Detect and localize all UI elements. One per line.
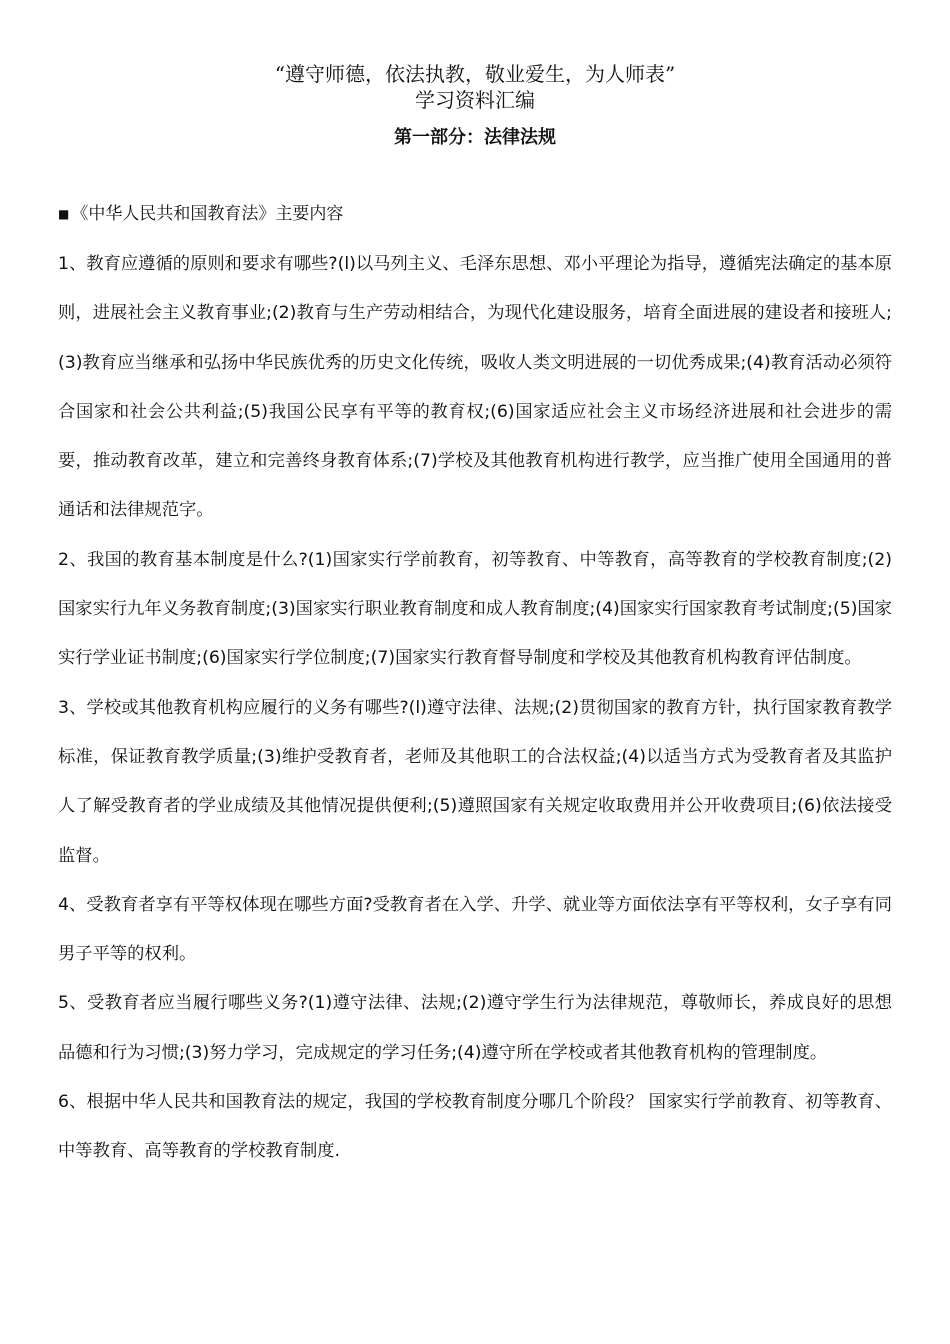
qa-item-2: 2、我国的教育基本制度是什么?(1)国家实行学前教育，初等教育、中等教育，高等教育的学校教育制度;(2)国家实行九年义务教育制度;(3)国家实行职业教育制度和成人教育制度;(4)国家实行国家教育考试制度;(5)国家实行学业证书制度;(6)国家实行学位制度;(7)国家实行教育督导制度和学校及其他教育机构教育评估制度。 bbox=[58, 549, 892, 669]
qa-item-1: 1、教育应遵循的原则和要求有哪些?(l)以马列主义、毛泽东思想、邓小平理论为指导，遵循宪法确定的基本原则，进展社会主义教育事业;(2)教育与生产劳动相结合，为现代化建设服务，培育全面进展的建设者和接班人;(3)教育应当继承和弘扬中华民族优秀的历史文化传统，吸收人类文明进展的一切优秀成果;(4)教育活动必须符合国家和社会公共利益;(5)我国公民享有平等的教育权;(6)国家适应社会主义市场经济进展和社会进步的需要，推动教育改革，建立和完善终身教育体系;(7)学校及其他教育机构进行教学，应当推广使用全国通用的普通话和法律规范字。 bbox=[58, 254, 892, 521]
qa-item-4: 4、受教育者享有平等权体现在哪些方面?受教育者在入学、升学、就业等方面依法享有平等权利，女子享有同男子平等的权利。 bbox=[58, 894, 892, 965]
qa-item-3: 3、学校或其他教育机构应履行的义务有哪些?(l)遵守法律、法规;(2)贯彻国家的教育方针，执行国家教育教学标准，保证教育教学质量;(3)维护受教育者，老师及其他职工的合法权益;(4)以适当方式为受教育者及其监护人了解受教育者的学业成绩及其他情况提供便利;(5)遵照国家有关规定收取费用并公开收费项目;(6)依法接受监督。 bbox=[58, 697, 892, 866]
section-heading bbox=[58, 201, 343, 227]
document-title-line-2: 学习资料汇编 bbox=[415, 88, 535, 112]
document-title-line-1: “遵守师德，依法执教，敬业爱生，为人师表” bbox=[274, 62, 676, 86]
part-heading: 第一部分：法律法规 bbox=[394, 127, 556, 148]
qa-item-6: 6、根据中华人民共和国教育法的规定，我国的学校教育制度分哪几个阶段？ 国家实行学前教育、初等教育、中等教育、高等教育的学校教育制度. bbox=[58, 1092, 892, 1162]
qa-list bbox=[58, 240, 892, 1177]
section-heading-label: 《中华人民共和国教育法》主要内容 bbox=[71, 204, 344, 224]
qa-item-5: 5、受教育者应当履行哪些义务?(1)遵守法律、法规;(2)遵守学生行为法律规范，尊敬师长，养成良好的思想品德和行为习惯;(3)努力学习，完成规定的学习任务;(4)遵守所在学校或者其他教育机构的管理制度。 bbox=[58, 993, 892, 1063]
square-bullet-icon: ■ bbox=[58, 207, 70, 221]
